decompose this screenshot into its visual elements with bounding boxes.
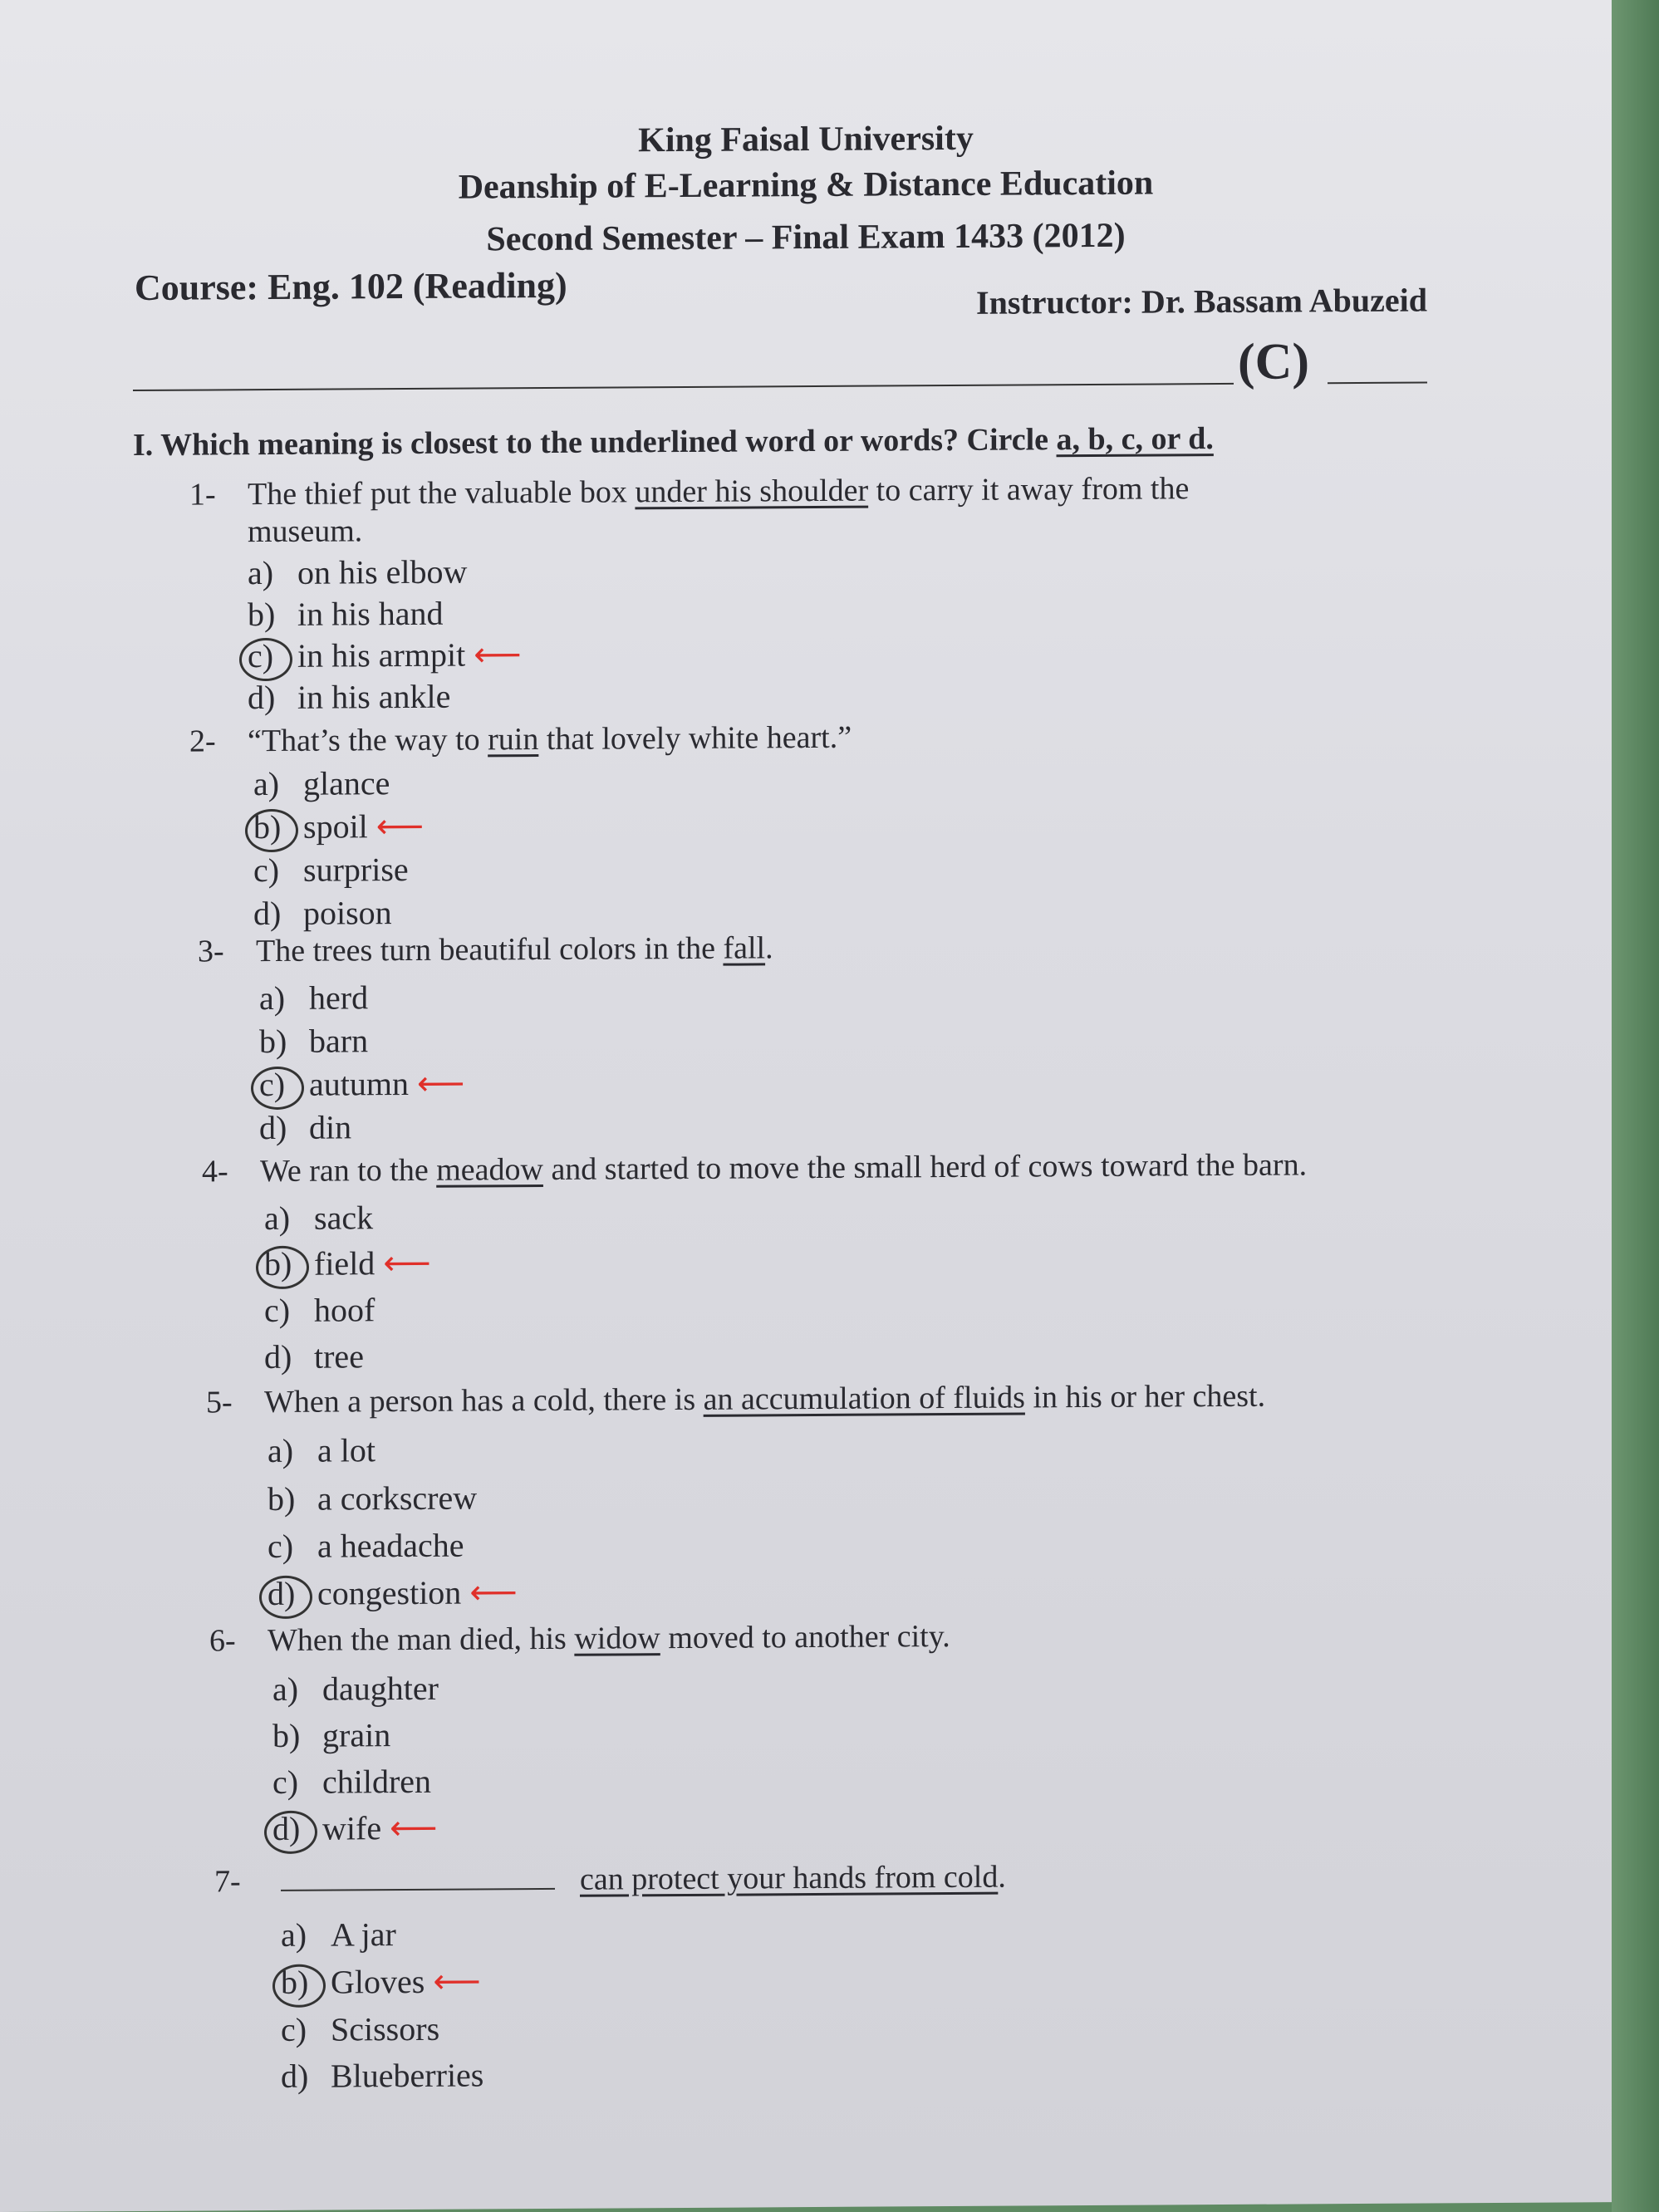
- option-text: grain: [322, 1716, 391, 1754]
- option-label: a): [281, 1915, 307, 1954]
- instruction-text: I. Which meaning is closest to the underlined word or words? Circle: [133, 422, 1057, 463]
- option-3-d[interactable]: [259, 1107, 351, 1147]
- option-3-a[interactable]: [259, 978, 368, 1018]
- option-text: wife: [322, 1809, 382, 1847]
- option-5-c[interactable]: [268, 1526, 464, 1566]
- question-6: [209, 1618, 950, 1659]
- question-text: When a person has a cold, there is: [264, 1381, 704, 1420]
- option-text: on his elbow: [297, 552, 468, 591]
- red-arrow-icon: ⟵: [433, 1962, 481, 2001]
- underlined-phrase: fall: [723, 930, 766, 966]
- underlined-phrase: widow: [574, 1621, 660, 1656]
- option-3-c[interactable]: [259, 1064, 464, 1105]
- option-label: a): [248, 553, 274, 592]
- section-instruction: [133, 420, 1214, 463]
- table-background: [1612, 0, 1659, 2212]
- option-text: field: [314, 1244, 375, 1283]
- question-text-end: .: [998, 1859, 1006, 1895]
- underlined-phrase: ruin: [488, 722, 539, 758]
- underlined-phrase: under his shoulder: [635, 473, 869, 510]
- option-1-a[interactable]: [248, 552, 467, 593]
- semester-title: Second Semester – Final Exam 1433 (2012): [486, 216, 1126, 259]
- option-label: c): [272, 1763, 299, 1801]
- question-number: 6-: [209, 1623, 236, 1659]
- option-6-c[interactable]: [272, 1762, 431, 1802]
- option-5-b[interactable]: [268, 1478, 477, 1518]
- question-1: [189, 470, 1189, 513]
- option-4-d[interactable]: [264, 1337, 364, 1376]
- option-label: d): [264, 1337, 292, 1376]
- question-text: The trees turn beautiful colors in the: [256, 930, 724, 969]
- option-text: children: [322, 1762, 432, 1801]
- answer-blank: [281, 1888, 555, 1891]
- circled-option-label: c): [248, 636, 297, 675]
- option-3-b[interactable]: [259, 1021, 368, 1061]
- option-text: tree: [314, 1337, 364, 1376]
- option-6-d[interactable]: [272, 1808, 437, 1848]
- option-7-c[interactable]: [281, 2009, 439, 2049]
- option-6-b[interactable]: [272, 1715, 390, 1755]
- question-text: When the man died, his: [268, 1621, 575, 1659]
- deanship-name: Deanship of E-Learning & Distance Education: [458, 164, 1154, 207]
- option-text: a headache: [317, 1526, 464, 1565]
- version-divider: [1328, 382, 1427, 385]
- option-5-a[interactable]: [268, 1430, 375, 1470]
- circled-option-label: b): [281, 1963, 331, 2002]
- circled-option-label: b): [253, 807, 303, 846]
- question-text: The thief put the valuable box: [248, 474, 636, 513]
- option-2-c[interactable]: [253, 850, 409, 890]
- option-label: a): [268, 1431, 294, 1470]
- circled-option-label: d): [272, 1809, 322, 1848]
- question-number: 1-: [189, 477, 216, 513]
- option-label: a): [253, 764, 280, 803]
- option-2-a[interactable]: [253, 763, 390, 803]
- question-number: 4-: [202, 1154, 228, 1189]
- option-text: A jar: [331, 1915, 396, 1954]
- question-text-end: that lovely white heart.”: [538, 719, 852, 758]
- option-1-b[interactable]: [248, 594, 444, 634]
- question-3: [198, 929, 773, 969]
- red-arrow-icon: ⟵: [416, 1064, 465, 1103]
- question-number: 3-: [198, 934, 224, 969]
- option-text: glance: [303, 764, 390, 802]
- option-text: din: [309, 1108, 352, 1146]
- option-label: b): [259, 1022, 287, 1061]
- university-name: King Faisal University: [638, 119, 974, 160]
- option-label: d): [248, 678, 276, 717]
- underlined-phrase: can protect your hands from cold: [580, 1859, 999, 1897]
- question-4: [202, 1146, 1307, 1189]
- option-label: d): [253, 894, 282, 933]
- question-number: 2-: [189, 723, 216, 759]
- question-number: 5-: [206, 1385, 233, 1420]
- option-text: poison: [303, 894, 392, 932]
- question-text-continued: museum.: [248, 513, 363, 550]
- option-text: congestion: [317, 1573, 462, 1612]
- question-number: 7-: [214, 1864, 241, 1900]
- option-text: a corkscrew: [317, 1479, 478, 1518]
- option-text: barn: [309, 1022, 369, 1060]
- red-arrow-icon: ⟵: [375, 807, 425, 846]
- option-text: Scissors: [331, 2009, 440, 2048]
- option-7-d[interactable]: [281, 2055, 483, 2095]
- course-title: Course: Eng. 102 (Reading): [135, 264, 567, 309]
- instruction-choices: a, b, c, or d.: [1056, 421, 1214, 458]
- option-label: b): [272, 1716, 301, 1754]
- question-text: “That’s the way to: [248, 722, 488, 759]
- option-7-b[interactable]: [281, 1961, 481, 2001]
- underlined-phrase: an accumulation of fluids: [703, 1380, 1025, 1417]
- question-2: [189, 719, 852, 760]
- option-text: in his armpit: [297, 635, 466, 674]
- option-text: sack: [314, 1199, 374, 1237]
- option-label: a): [259, 978, 286, 1018]
- option-text: autumn: [309, 1064, 409, 1103]
- question-5: [206, 1378, 1265, 1421]
- option-label: d): [259, 1108, 287, 1147]
- option-label: a): [272, 1670, 299, 1708]
- underlined-phrase: meadow: [436, 1152, 543, 1188]
- option-text: in his hand: [297, 594, 444, 633]
- option-text: hoof: [314, 1291, 375, 1329]
- question-text-end: in his or her chest.: [1024, 1378, 1266, 1415]
- red-arrow-icon: ⟵: [383, 1243, 431, 1283]
- option-4-b[interactable]: [264, 1243, 431, 1283]
- option-label: b): [268, 1479, 296, 1518]
- option-label: a): [264, 1199, 291, 1238]
- option-text: Gloves: [331, 1962, 425, 2001]
- instructor-name: Instructor: Dr. Bassam Abuzeid: [976, 281, 1427, 321]
- question-text-end: to carry it away from the: [868, 471, 1190, 508]
- option-label: c): [264, 1291, 291, 1330]
- option-label: c): [268, 1527, 294, 1566]
- exam-version: (C): [1238, 333, 1310, 390]
- option-label: c): [253, 851, 280, 890]
- option-text: a lot: [317, 1431, 375, 1469]
- option-2-d[interactable]: [253, 893, 392, 933]
- red-arrow-icon: ⟵: [474, 635, 522, 674]
- option-6-a[interactable]: [272, 1669, 439, 1709]
- option-text: surprise: [303, 850, 409, 889]
- option-label: b): [248, 595, 276, 634]
- option-text: herd: [309, 978, 369, 1017]
- question-7: [214, 1859, 1006, 1901]
- option-text: daughter: [322, 1669, 439, 1708]
- option-7-a[interactable]: [281, 1915, 396, 1955]
- option-4-a[interactable]: [264, 1198, 373, 1238]
- option-text: Blueberries: [331, 2056, 484, 2095]
- header-divider: [133, 383, 1234, 391]
- question-text-end: .: [765, 930, 773, 966]
- option-label: c): [281, 2010, 307, 2048]
- option-5-d[interactable]: [268, 1572, 518, 1613]
- option-label: d): [281, 2057, 309, 2095]
- red-arrow-icon: ⟵: [469, 1573, 518, 1612]
- circled-option-label: d): [268, 1574, 317, 1613]
- option-2-b[interactable]: [253, 807, 424, 846]
- option-text: spoil: [303, 807, 368, 846]
- circled-option-label: b): [264, 1244, 314, 1283]
- option-1-d[interactable]: [248, 677, 450, 717]
- question-text-end: and started to move the small herd of cows toward the barn.: [542, 1147, 1308, 1188]
- circled-option-label: c): [259, 1065, 309, 1104]
- option-text: in his ankle: [297, 677, 451, 716]
- red-arrow-icon: ⟵: [390, 1808, 438, 1848]
- option-1-c[interactable]: [248, 635, 522, 675]
- question-text-end: moved to another city.: [660, 1619, 950, 1656]
- question-text: We ran to the: [260, 1152, 437, 1189]
- option-4-c[interactable]: [264, 1290, 375, 1330]
